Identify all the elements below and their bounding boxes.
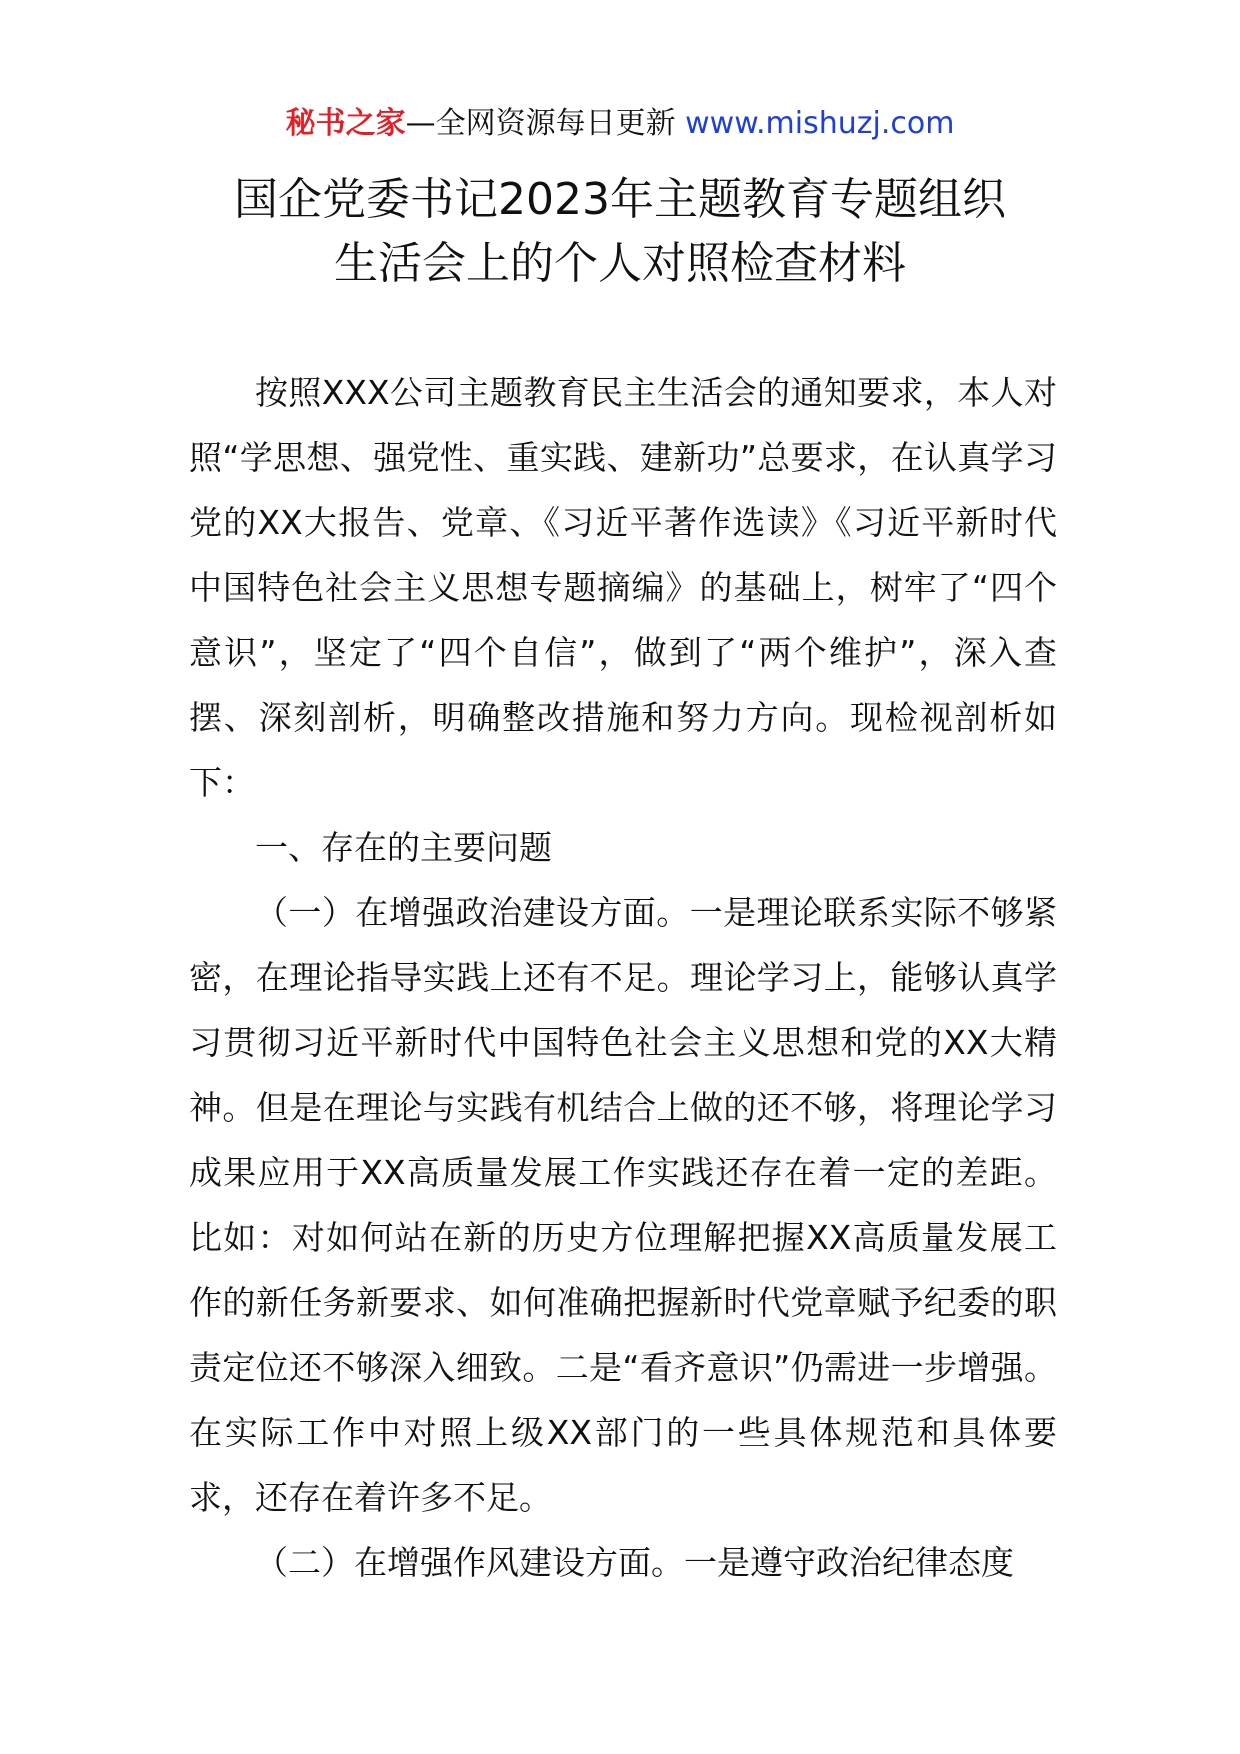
brand-name: 秘书之家 (285, 106, 406, 141)
title-line-2: 生活会上的个人对照检查材料 (334, 238, 906, 289)
document-body (189, 360, 1057, 1595)
document-title (0, 168, 1240, 296)
intro-paragraph: 按照XXX公司主题教育民主生活会的通知要求，本人对照“学思想、强党性、重实践、建新功”总要求，在认真学习党的XX大报告、党章、《习近平著作选读》《习近平新时代中国特色社会主义思想专题摘编》的基础上，树牢了“四个意识”，坚定了“四个自信”，做到了“两个维护”，深入查摆、深刻剖析，明确整改措施和努力方向。现检视剖析如下： (189, 373, 1057, 802)
site-header (0, 104, 1240, 144)
site-url[interactable]: www.mishuzj.com (685, 106, 955, 141)
body-paragraph: （二）在增强作风建设方面。一是遵守政治纪律态度 (255, 1543, 1014, 1582)
title-line-1: 国企党委书记2023年主题教育专题组织 (234, 174, 1006, 225)
section-heading: 一、存在的主要问题 (255, 828, 552, 867)
site-tagline: —全网资源每日更新 (405, 106, 676, 141)
body-paragraph: （一）在增强政治建设方面。一是理论联系实际不够紧密，在理论指导实践上还有不足。理论学习上，能够认真学习贯彻习近平新时代中国特色社会主义思想和党的XX大精神。但是在理论与实践有机结合上做的还不够，将理论学习成果应用于XX高质量发展工作实践还存在着一定的差距。比如：对如何站在新的历史方位理解把握XX高质量发展工作的新任务新要求、如何准确把握新时代党章赋予纪委的职责定位还不够深入细致。二是“看齐意识”仍需进一步增强。在实际工作中对照上级XX部门的一些具体规范和具体要求，还存在着许多不足。 (189, 893, 1057, 1517)
